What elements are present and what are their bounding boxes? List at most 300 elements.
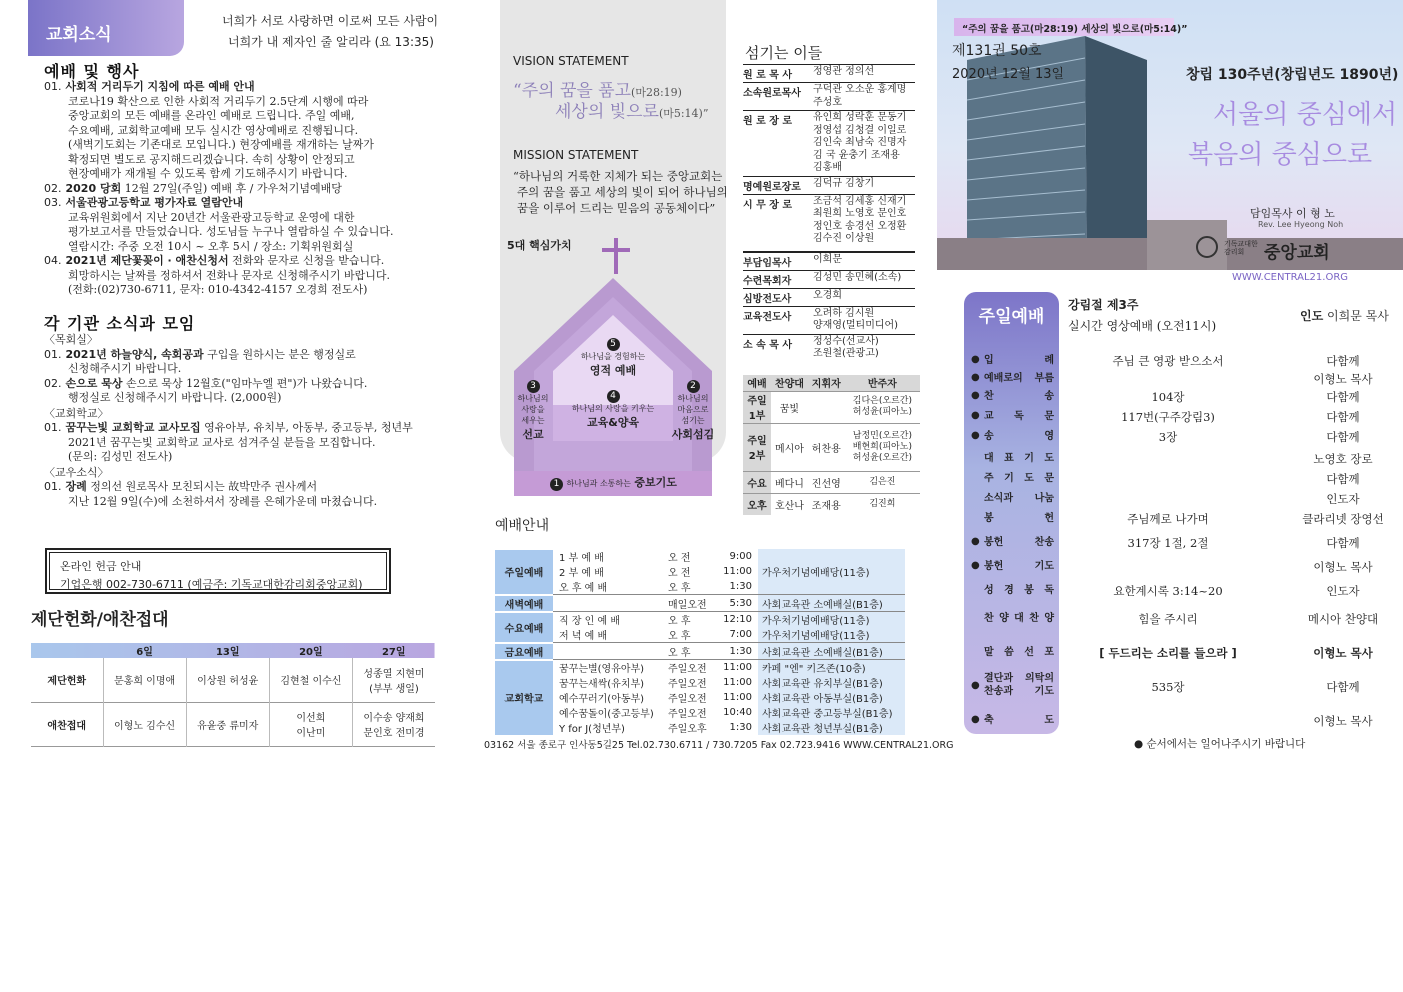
order-content: 3장 — [1158, 430, 1178, 444]
altar-row-label: 애찬접대 — [47, 720, 87, 732]
standing-bullet-icon: ● — [971, 560, 980, 571]
schedule-row — [495, 675, 905, 690]
schedule-time: 11:00 — [723, 677, 752, 688]
schedule-time-label: 오 전 — [668, 553, 691, 564]
news-item-text: 희망하시는 날짜를 정하셔서 전화나 문자로 신청해주시기 바랍니다. — [68, 268, 391, 282]
core-value-4-desc: 하나님의 사랑을 키우는 — [571, 404, 655, 413]
order-performer: 다함께 — [1326, 410, 1360, 424]
news-line — [44, 124, 454, 139]
staff-names — [813, 254, 842, 269]
altar-cell: 유윤중 류미자 — [186, 702, 269, 746]
news-item-text: 코로나19 확산으로 인한 사회적 거리두기 2.5단계 시행에 따라 — [68, 94, 369, 108]
core-value-5-number: 5 — [607, 338, 620, 351]
staff-name-line: 김홍배 — [813, 162, 842, 173]
vision-text-1: “주의 꿈을 품고 — [513, 81, 632, 101]
schedule-time: 1:30 — [729, 581, 752, 592]
choir-cell: 주일 2부 — [743, 423, 771, 471]
staff-names — [813, 178, 874, 193]
order-item: 봉헌 찬송 — [984, 537, 1054, 548]
staff-role: 시 무 장 로 — [743, 199, 793, 211]
schedule-time: 9:00 — [729, 551, 752, 562]
staff-row — [743, 251, 915, 270]
offering-title: 온라인 헌금 안내 — [60, 560, 142, 573]
news-item-title: 2020 당회 — [65, 181, 122, 195]
choir-row — [743, 391, 920, 423]
staff-name-line: 정영섭 김청결 이일로 — [813, 124, 907, 136]
core-value-4-title: 교육&양육 — [586, 416, 640, 429]
staff-role: 심방전도사 — [743, 293, 792, 305]
mission-label: MISSION STATEMENT — [513, 148, 639, 162]
order-row — [968, 428, 1398, 446]
verse-line-2: 너희가 내 제자인 줄 알리라 (요 13:35) — [228, 35, 434, 49]
staff-name-line: 구덕관 오소운 홍계명 — [813, 84, 907, 95]
choir-cell: 주일 1부 — [743, 391, 771, 423]
order-performer: 다함께 — [1326, 472, 1360, 486]
staff-role: 교육전도사 — [743, 311, 792, 323]
staff-name-line: 김수진 이상원 — [813, 233, 875, 244]
choir-row — [743, 423, 920, 471]
schedule-group: 교회학교 — [495, 660, 553, 736]
schedule-service: Y for J(청년부) — [559, 724, 625, 735]
news-line — [44, 254, 454, 269]
news-item-number: 01. — [44, 480, 62, 493]
core-value-3-number: 3 — [527, 380, 540, 393]
news-item-text: 구입을 원하시는 분은 행정실로 — [203, 347, 356, 361]
staff-title: 섬기는 이들 — [745, 44, 823, 62]
service-leader — [1300, 307, 1389, 324]
order-row — [968, 582, 1398, 600]
vision-line-2 — [555, 97, 708, 122]
news-line — [44, 421, 454, 436]
order-item: 주 기 도 문 — [984, 473, 1054, 484]
staff-name-line: 오려하 김시원 — [813, 307, 875, 319]
schedule-group: 새벽예배 — [495, 595, 553, 612]
news-item-number: 04. — [44, 254, 62, 267]
choir-cell: 조재용 — [811, 500, 841, 512]
core-value-2 — [670, 378, 716, 442]
schedule-place: 사회교육관 소예배실(B1층) — [758, 595, 905, 612]
mission-line-3: 꿈을 이루어 드리는 믿음의 공동체이다” — [517, 201, 716, 215]
section-heading-groups: 각 기관 소식과 모임 — [44, 314, 196, 333]
core-value-2-desc-1: 하나님의 — [677, 394, 709, 403]
standing-note: ● 순서에서는 일어나주시기 바랍니다 — [1134, 738, 1306, 750]
staff-role: 원 로 목 사 — [743, 70, 793, 81]
news-item-title: 손으로 묵상 — [65, 376, 123, 390]
core-value-1 — [550, 474, 677, 491]
standing-bullet-icon: ● — [971, 714, 980, 725]
schedule-service: 예수꾸러기(아동부) — [559, 694, 645, 705]
schedule-row — [495, 627, 905, 643]
news-item-text: (새벽기도회는 기존대로 모입니다.) 현장예배를 재개하는 날짜가 — [68, 138, 374, 151]
worship-events-list — [44, 80, 454, 298]
order-row — [968, 534, 1398, 552]
news-item-title: 꿈꾸는빛 교회학교 교사모집 — [65, 421, 201, 434]
schedule-service: 오 후 예 배 — [559, 583, 608, 594]
order-content: 117번(구주강림3) — [1121, 410, 1215, 424]
staff-name-line: 주성호 — [813, 96, 842, 108]
order-row — [968, 558, 1398, 576]
order-performer: 다함께 — [1326, 536, 1360, 550]
order-item: 입 례 — [984, 355, 1054, 366]
news-item-text: 정의선 원로목사 모친되시는 故박만주 권사께서 — [86, 480, 318, 493]
church-website: WWW.CENTRAL21.ORG — [1232, 272, 1349, 283]
altar-cell: 문홍희 이명애 — [103, 658, 186, 702]
staff-row — [743, 270, 915, 288]
schedule-row — [495, 720, 905, 735]
schedule-row — [495, 549, 905, 564]
group-news-list — [44, 332, 454, 509]
order-content: 요한계시록 3:14~20 — [1113, 584, 1223, 598]
staff-name-line: 김덕규 김창기 — [813, 177, 875, 189]
schedule-service: 꿈꾸는별(영유아부) — [559, 664, 645, 675]
order-performer: 클라리넷 장영선 — [1302, 512, 1384, 526]
altar-cell: 이선희 이난미 — [269, 702, 352, 746]
news-item-number: 02. — [44, 181, 62, 195]
schedule-time-label: 오 후 — [668, 647, 691, 659]
news-item-number: 01. — [44, 421, 62, 434]
schedule-row — [495, 705, 905, 720]
senior-pastor-en: Rev. Lee Hyeong Noh — [1258, 220, 1344, 229]
choir-cell: 오후 — [743, 493, 771, 515]
news-line — [44, 466, 454, 481]
news-line — [44, 153, 454, 168]
altar-table — [31, 643, 435, 747]
order-item: 예배로의 부름 — [984, 373, 1054, 384]
order-item: 찬 송 — [984, 391, 1054, 402]
schedule-place: 사회교육관 소예배실(B1층) — [758, 643, 905, 660]
mission-line-1: “하나님의 거룩한 지체가 되는 중앙교회는 — [513, 169, 723, 183]
schedule-group: 수요예배 — [495, 612, 553, 643]
news-line — [44, 240, 454, 255]
news-line — [44, 495, 454, 510]
service-type: 실시간 영상예배 (오전11시) — [1068, 319, 1217, 333]
choir-row — [743, 493, 920, 515]
staff-name-line: 오경희 — [813, 289, 842, 301]
core-value-5 — [553, 336, 673, 378]
order-content: 주님께로 나가며 — [1127, 512, 1209, 526]
schedule-place: 가우처기념예배당(11층) — [758, 612, 905, 628]
news-line — [44, 196, 454, 211]
news-line — [44, 167, 454, 182]
order-performer: 노영호 장로 — [1313, 452, 1373, 466]
choir-header-cell: 반주자 — [867, 379, 897, 391]
staff-name-line: 정인호 송경선 오정환 — [813, 220, 907, 232]
choir-cell — [808, 391, 845, 423]
standing-bullet-icon: ● — [971, 390, 980, 401]
core-value-4-number: 4 — [607, 390, 620, 403]
order-performer: 다함께 — [1326, 390, 1360, 404]
altar-cell: 성종열 지현미 (부부 생일) — [352, 658, 435, 702]
schedule-place: 사회교육관 중고등부실(B1층) — [758, 705, 905, 720]
schedule-time-label: 주일오전 — [668, 679, 707, 690]
staff-row — [743, 334, 915, 362]
news-item-text: 지난 12월 9일(수)에 소천하셔서 장례를 은혜가운데 마쳤습니다. — [68, 494, 378, 508]
staff-names — [813, 308, 898, 333]
schedule-place: 사회교육관 유치부실(B1층) — [758, 675, 905, 690]
mission-line-2: 주의 꿈을 품고 세상의 빛이 되어 하나님의 — [517, 185, 728, 199]
news-line — [44, 450, 454, 465]
schedule-time: 11:00 — [723, 566, 752, 577]
news-line — [44, 95, 454, 110]
anniversary-text: 창립 130주년(창립년도 1890년) — [1186, 67, 1399, 83]
order-item: 봉 헌 — [984, 513, 1054, 524]
standing-bullet-icon: ● — [971, 372, 980, 383]
schedule-time: 5:30 — [729, 597, 752, 609]
slogan-line-1: 서울의 중심에서 — [1213, 100, 1398, 130]
news-line — [44, 182, 454, 197]
core-value-3 — [514, 378, 552, 442]
schedule-time-label: 오 후 — [668, 583, 691, 594]
core-value-2-number: 2 — [687, 380, 700, 393]
staff-name-line: 정영관 정의선 — [813, 66, 875, 77]
order-content: 104장 — [1151, 390, 1185, 404]
core-values-label: 5대 핵심가치 — [507, 239, 572, 252]
order-performer: 다함께 — [1326, 354, 1360, 368]
staff-role: 수련목회자 — [743, 275, 792, 287]
order-content: 힘을 주시리 — [1138, 612, 1198, 626]
core-value-1-desc: 하나님과 소통하는 — [566, 479, 631, 488]
news-item-number: 01. — [44, 347, 62, 361]
order-row — [968, 370, 1398, 388]
news-item-text: (문의: 김성민 전도사) — [68, 450, 173, 463]
cover-banner: “주의 꿈을 품고(마28:19) 세상의 빛으로(마5:14)” — [954, 18, 1174, 36]
schedule-service: 저 녁 예 배 — [559, 631, 608, 642]
schedule-time-label: 오 후 — [668, 631, 691, 642]
order-item: 말 씀 선 포 — [984, 647, 1054, 658]
order-item: 성 경 봉 독 — [984, 585, 1054, 596]
altar-row-label: 제단헌화 — [47, 676, 87, 688]
choir-header-cell: 지휘자 — [811, 379, 841, 391]
staff-row — [743, 306, 915, 334]
senior-pastor: 담임목사 이 형 노 — [1250, 207, 1335, 220]
core-value-3-desc-1: 하나님의 — [517, 394, 549, 403]
staff-role: 원 로 장 로 — [743, 116, 793, 127]
schedule-time: 1:30 — [729, 722, 752, 733]
vision-ref-2: (마5:14)” — [658, 107, 709, 120]
news-subheading: 〈교우소식〉 — [44, 465, 109, 479]
staff-names — [813, 112, 906, 175]
schedule-row — [495, 595, 905, 612]
choir-cell: 수요 — [743, 471, 771, 493]
altar-row — [31, 658, 435, 702]
core-value-5-title: 영적 예배 — [589, 364, 637, 377]
schedule-time: 1:30 — [729, 645, 752, 657]
order-row — [968, 352, 1398, 370]
order-content: 주님 큰 영광 받으소서 — [1112, 354, 1224, 368]
altar-header-cell: 6일 — [136, 647, 153, 658]
schedule-row — [495, 612, 905, 628]
section-heading-worship: 예배 및 행사 — [44, 62, 140, 81]
schedule-time: 7:00 — [729, 629, 752, 640]
order-item: 교 독 문 — [984, 411, 1054, 422]
staff-name-line: 김성민 송민혜(소속) — [813, 271, 902, 283]
staff-row — [743, 82, 915, 110]
core-value-2-desc-3: 섬기는 — [681, 416, 705, 425]
order-performer: 이형노 목사 — [1313, 560, 1373, 574]
order-content: 535장 — [1151, 680, 1185, 694]
choir-cell: 메시아 — [774, 443, 804, 455]
choir-cell: 베다니 — [774, 478, 804, 490]
choir-row — [743, 471, 920, 493]
order-row — [968, 408, 1398, 426]
schedule-place: 가우처기념예배당(11층) — [758, 549, 905, 595]
schedule-place: 가우처기념예배당(11층) — [758, 627, 905, 643]
choir-cell: 호산나 — [774, 500, 804, 512]
core-value-3-desc-3: 세우는 — [521, 416, 545, 425]
choir-table — [743, 375, 920, 515]
order-performer: 다함께 — [1326, 430, 1360, 444]
altar-header-row — [31, 643, 435, 658]
church-name: 중앙교회 — [1264, 243, 1330, 263]
order-row — [968, 490, 1398, 508]
altar-header-cell: 20일 — [299, 647, 323, 658]
sunday-name: 강림절 제3주 — [1068, 298, 1139, 312]
staff-name-line: 정성수(선교사) — [813, 335, 879, 347]
order-row — [968, 610, 1398, 628]
news-item-number: 01. — [44, 80, 62, 93]
news-line — [44, 436, 454, 451]
news-item-text: (전화:(02)730-6711, 문자: 010-4342-4157 오경희 전도사) — [68, 283, 368, 296]
news-item-text: 12월 27일(주일) 예배 후 / 가우처기념예배당 — [121, 181, 342, 195]
staff-names — [813, 272, 901, 287]
leader-label: 인도 — [1300, 309, 1324, 323]
news-line — [44, 80, 454, 95]
offering-box — [45, 548, 391, 594]
news-line — [44, 138, 454, 153]
news-tab: 교회소식 — [28, 0, 184, 56]
altar-cell: 이상원 허성윤 — [186, 658, 269, 702]
news-item-title: 서울관광고등학교 평가자료 열람안내 — [65, 196, 244, 209]
news-item-text: 전화와 문자로 신청을 받습니다. — [228, 254, 385, 267]
core-value-2-desc-2: 마음으로 — [677, 405, 709, 414]
news-item-title: 2021년 제단꽃꽂이 · 애찬신청서 — [65, 254, 229, 267]
news-line — [44, 480, 454, 495]
church-denomination: 기독교대한감리회 — [1224, 240, 1258, 256]
news-line — [44, 391, 454, 406]
order-row — [968, 470, 1398, 488]
church-logo-icon — [1196, 236, 1218, 258]
order-row — [968, 510, 1398, 528]
schedule-time: 11:00 — [723, 662, 752, 673]
core-value-3-desc-2: 사랑을 — [521, 405, 545, 414]
order-item: 소식과 나눔 — [984, 493, 1054, 504]
news-item-text: 손으로 묵상 12월호("임마누엘 편")가 나왔습니다. — [122, 376, 368, 390]
news-item-title: 사회적 거리두기 지침에 따른 예배 안내 — [65, 80, 255, 93]
standing-bullet-icon: ● — [971, 354, 980, 365]
staff-role: 명예원로장로 — [743, 181, 801, 193]
schedule-time-label: 주일오후 — [668, 724, 707, 735]
staff-names — [813, 196, 906, 246]
core-value-1-number: 1 — [550, 478, 563, 491]
schedule-time: 11:00 — [723, 692, 752, 703]
choir-cell: 허찬용 — [811, 443, 841, 455]
core-value-1-title: 중보기도 — [634, 476, 677, 489]
schedule-time-label: 오 후 — [668, 616, 691, 627]
worship-schedule-table — [495, 548, 905, 735]
staff-name-line: 이희문 — [813, 253, 842, 265]
order-performer: 메시아 찬양대 — [1307, 612, 1379, 626]
schedule-time-label: 오 전 — [668, 568, 691, 579]
staff-names — [813, 84, 906, 109]
news-item-text: 행정실로 신청해주시기 바랍니다. (2,000원) — [68, 391, 282, 404]
altar-header-cell — [31, 643, 103, 658]
news-line — [44, 377, 454, 392]
schedule-row — [495, 643, 905, 660]
order-item: 봉헌 기도 — [984, 561, 1054, 572]
choir-header-row — [743, 375, 920, 391]
schedule-service: 2 부 예 배 — [559, 568, 604, 579]
staff-row — [743, 176, 915, 194]
staff-name-line: 김인숙 최남숙 진명자 — [813, 137, 907, 148]
order-content: 317장 1절, 2절 — [1127, 536, 1209, 550]
schedule-service: 1 부 예 배 — [559, 553, 604, 564]
core-value-2-title: 사회섬김 — [671, 428, 715, 441]
schedule-time: 12:10 — [723, 614, 752, 625]
standing-bullet-icon: ● — [971, 536, 980, 547]
vision-label: VISION STATEMENT — [513, 54, 629, 68]
order-row — [968, 644, 1398, 662]
order-performer: 인도자 — [1326, 492, 1360, 506]
staff-row — [743, 110, 915, 176]
schedule-service — [553, 643, 668, 660]
core-value-5-desc: 하나님을 경험하는 — [580, 352, 646, 361]
order-performer: 다함께 — [1326, 680, 1360, 694]
schedule-service — [553, 595, 668, 612]
schedule-time: 10:40 — [723, 707, 752, 718]
standing-bullet-icon: ● — [971, 680, 980, 691]
altar-cell: 김현철 이수신 — [269, 658, 352, 702]
staff-list — [743, 64, 915, 362]
standing-bullet-icon: ● — [971, 430, 980, 441]
news-item-text: 중앙교회의 모든 예배를 온라인 예배로 드립니다. 주일 예배, — [68, 109, 355, 122]
staff-name-line: 양재영(멀티미디어) — [813, 320, 899, 331]
staff-name-line: 조금석 김세홍 신재기 — [813, 195, 907, 207]
news-subheading: 〈교회학교〉 — [44, 406, 109, 420]
staff-role: 소속원로목사 — [743, 88, 801, 99]
staff-name-line: 최원희 노영호 문인호 — [813, 208, 907, 219]
altar-header-cell: 27일 — [381, 647, 406, 658]
schedule-service: 꿈꾸는새싹(유치부) — [559, 679, 645, 690]
schedule-place: 사회교육관 청년부실(B1층) — [758, 720, 905, 735]
order-performer: 이형노 목사 — [1313, 646, 1373, 660]
altar-row — [31, 702, 435, 746]
staff-row — [743, 64, 915, 82]
schedule-place: 사회교육관 아동부실(B1층) — [758, 690, 905, 705]
staff-row — [743, 194, 915, 247]
schedule-service: 직 장 인 예 배 — [559, 616, 621, 627]
order-item: 대 표 기 도 — [984, 453, 1054, 464]
news-subheading: 〈목회실〉 — [44, 333, 98, 346]
choir-cell: 김은진 — [869, 476, 896, 487]
issue-date: 2020년 12월 13일 — [952, 67, 1065, 82]
order-row — [968, 450, 1398, 468]
order-item: 축 도 — [984, 715, 1054, 726]
schedule-service: 예수꿈돌이(중고등부) — [559, 709, 654, 720]
order-item: 결단과 의탁의 찬송과 기도 — [984, 673, 1054, 697]
choir-cell: 진선영 — [811, 478, 841, 490]
schedule-time-label: 주일오전 — [668, 694, 707, 705]
schedule-place: 카페 "엔" 키즈존(10층) — [758, 660, 905, 676]
schedule-time-label: 주일오전 — [668, 664, 707, 675]
choir-cell: 남정민(오르간) 배현희(피아노) 허성윤(오르간) — [852, 430, 912, 463]
order-item: 찬 양 대 찬 양 — [984, 613, 1054, 624]
choir-header-cell: 예배 — [747, 379, 767, 391]
news-item-text: 확정되면 별도로 공지해드리겠습니다. 속히 상황이 안정되고 — [68, 152, 355, 166]
volume-number: 제131권 50호 — [952, 43, 1042, 59]
standing-bullet-icon: ● — [971, 410, 980, 421]
news-item-number: 02. — [44, 376, 62, 390]
news-line — [44, 269, 454, 284]
